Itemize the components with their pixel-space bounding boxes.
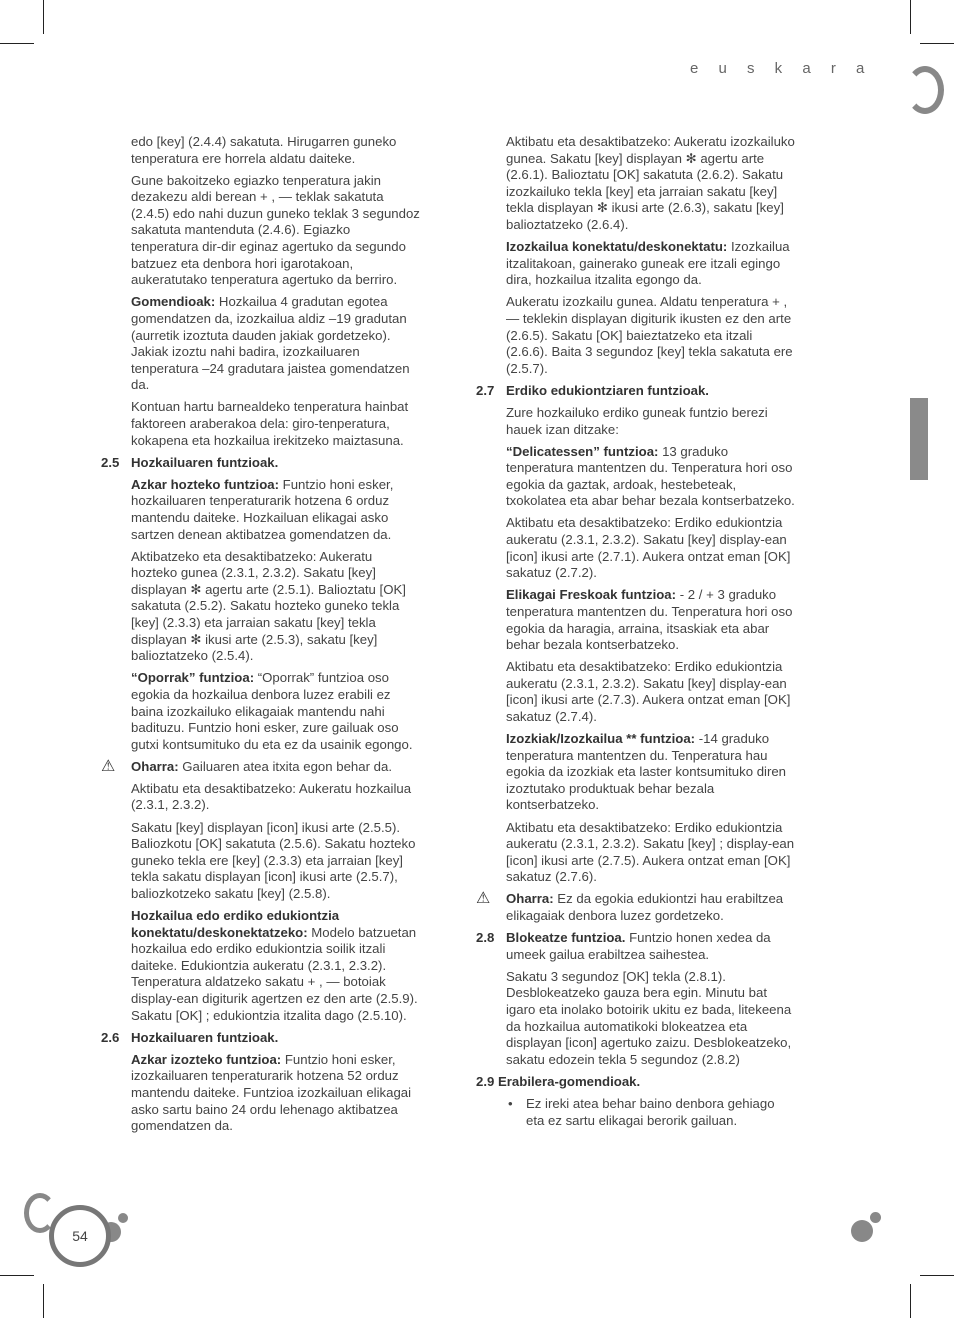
paragraph-text: Izozkailua itzalitakoan, gainerako guneak ere itzali egingo dira, hozkailua itzalita egongo da. [506,239,790,288]
section-number: 2.6 [101,1029,120,1045]
deco-circle-bottom-right [851,1220,873,1242]
paragraph-text: -14 graduko tenperatura mantentzen du. Tenperatura hau egokia da izozkiak eta laster kontsumituko diren izoztutako produktuak behar bezala kontserbatzeko. [506,731,787,813]
section-number: 2.8 [476,930,495,946]
paragraph-connect [131,908,421,1024]
paragraph: Aukeratu izozkailu gunea. Aldatu tenperatura + , — teklekin displayan digiturik ikusten ez den arte (2.6.5). Sakatu [OK] baieztatzeko eta itzali (2.6.6). Baita 3 segundoz [key] tekla sakatuta ere (2.5.7). [506,294,793,376]
warning-text: Ez da egokia edukiontzi hau erabiltzea elikagaiak denbora luzez gordetzeko. [506,891,784,924]
paragraph: Zure hozkailuko erdiko guneak funtzio berezi hauek izan ditzake: [506,404,768,437]
section-heading-2-7 [476,383,796,400]
crop-mark [43,1284,44,1318]
section-heading-2-5 [101,455,421,472]
paragraph: Aktibatu eta desaktibatzeko: Aukeratu hozkailua (2.3.1, 2.3.2). [131,780,412,813]
section-title: Blokeatze funtzioa. [506,930,626,946]
paragraph-text: Hozkailua 4 gradutan egotea gomendatzen da, izozkailua aldiz –19 gradutan (aurretik izoztuta dauden jakiak gordetzeko). Jakiak izoztu nahi badira, izozkailuaren tenperatura –24 gradutara jaistea gomendatzen da. [131,294,410,393]
section-tab [910,398,928,480]
crop-mark [920,1275,954,1276]
paragraph-text: - 2 / + 3 graduko tenperatura mantentzen du. Tenperatura hori oso egokia da haragia, arraina, itsaskiak eta abar behar bezala kontserbatzeko. [506,587,793,653]
paragraph-text: 13 graduko tenperatura mantentzen du. Tenperatura hori oso egokia da gaztak, ardoak, hestebeteak, txokolatea eta abar behar bezala kontserbatzeko. [506,443,795,509]
crop-mark [910,0,911,34]
deco-circle-bottom-right-small [870,1212,881,1223]
paragraph: Aktibatzeko eta desaktibatzeko: Aukeratu hozteko gunea (2.3.1, 2.3.2). Sakatu [key] displayan ✻ agertu arte (2.5.1). Balioztatu [OK] sakatuta (2.5.2). Sakatu hozteko guneko tekla [key] (2.3.3) eta jarraian sakatu [key] tekla displayan ✻ ikusi arte (2.5.3), sakatu [key] balioztatzeko (2.5.4). [131,548,406,664]
paragraph-delicatessen [506,444,796,510]
section-intro: Funtzio honen xedea da umeek gailua erabiltzea saihestea. [506,930,771,962]
list-item [506,1096,796,1129]
crop-mark [910,1284,911,1318]
bold-label: “Delicatessen” funtzioa: [506,443,659,459]
paragraph-fresh-food [506,587,796,653]
warning-text: Gailuaren atea itxita egon behar da. [178,758,392,774]
bold-label: Izozkailua konektatu/deskonektatu: [506,239,728,255]
paragraph: Sakatu 3 segundoz [OK] tekla (2.8.1). Desblokeatzeko gauza bera egin. Minutu bat igaro eta inolako botoirik ukitu ez bada, litekeena da hozkailua automatikoki blokeatzea eta displayan [icon] agertuko zaizu. Desblokeatzeko, sakatu edozein tekla 5 segundoz (2.8.2) [506,968,792,1067]
bold-label: Gomendioak: [131,294,216,310]
warning-icon: ⚠ [101,757,116,775]
paragraph-holiday [131,670,421,753]
deco-circle-top-right [906,66,944,114]
paragraph-text: Funtzio honi esker, hozkailuaren tenperaturarik hotzena 6 orduz mantendu daiteke. Hozkailuan elikagai asko sartzen denean aktibatzea gomendatzen da. [131,476,394,542]
crop-mark [0,1275,34,1276]
bold-label: Azkar izozteko funtzioa: [131,1051,282,1067]
paragraph-text: Funtzio honi esker, izozkailuaren tenperaturarik hotzena 52 orduz mantendu daiteke. Funtzioa izozkailuan elikagai asko sartu baino 24 ordu lehenago aktibatzea gomendatzen da. [131,1051,412,1134]
paragraph-fast-cool [131,477,421,543]
list-item-text: Ez ireki atea behar baino denbora gehiago eta ez sartu elikagai berorik gailuan. [526,1095,775,1128]
section-number: 2.7 [476,382,495,398]
warning-note [476,891,796,924]
bold-label: Elikagai Freskoak funtzioa: [506,587,677,603]
paragraph: Aktibatu eta desaktibatzeko: Erdiko edukiontzia aukeratu (2.3.1, 2.3.2). Sakatu [key] ; display-ean [icon] ikusi arte (2.7.5). Aukera ontzat eman [OK] sakatuz (2.7.6). [506,819,795,885]
paragraph: Aktibatu eta desaktibatzeko: Erdiko edukiontzia aukeratu (2.3.1, 2.3.2). Sakatu [key] display-ean [icon] ikusi arte (2.7.1). Aukera ontzat eman [OK] sakatuz (2.7.2). [506,515,791,581]
section-title: Hozkailuaren funtzioak. [131,1029,279,1045]
language-label: e u s k a r a [690,60,873,77]
paragraph: Kontuan hartu barnealdeko tenperatura hainbat faktoreen araberakoa dela: giro-tenperatura, kokapena eta hozkailua irekitzeko maiztasuna. [131,399,409,448]
bold-label: Azkar hozteko funtzioa: [131,476,279,492]
paragraph-fast-freeze [131,1052,421,1135]
paragraph: Aktibatu eta desaktibatzeko: Erdiko edukiontzia aukeratu (2.3.1, 2.3.2). Sakatu [key] display-ean [icon] ikusi arte (2.7.3). Aukera ontzat eman [OK] sakatuz (2.7.4). [506,659,791,724]
bold-label: Oharra: [506,891,554,907]
left-column [101,134,421,1140]
deco-circle-bottom-left-small [118,1213,128,1223]
paragraph-recommendations [131,294,421,394]
bold-label: Oharra: [131,758,179,774]
paragraph: Gune bakoitzeko egiazko tenperatura jakin dezakezu aldi berean + , — teklak sakatuta (2.4.5) edo nahi duzun guneko teklak 3 segundoz sakatuta mantenduta (2.4.6). Egiazko tenperatura dir-dir eginaz agertuko da segundo batzuez eta denbora hori igarotakoan, aukeratutako tenperatura agertuko da berriro. [131,172,420,288]
section-heading-2-8 [476,930,796,963]
bullet-icon: • [508,1095,513,1111]
paragraph-text: “Oporrak” funtzioa oso egokia da hozkailua denbora luzez erabili ez baina izozkailuko elikagaiak mantendu nahi badituzu. Funtzio honi esker, zure gailuak oso gutxi kontsumituko du eta ez da usainik egongo. [131,670,413,752]
page-number [49,1205,111,1267]
section-heading-2-9: 2.9 Erabilera-gomendioak. [476,1073,641,1089]
bold-label: “Oporrak” funtzioa: [131,670,255,686]
page-number-text: 54 [72,1227,88,1244]
paragraph: edo [key] (2.4.4) sakatuta. Hirugarren guneko tenperatura ere horrela aldatu daiteke. [131,134,397,166]
paragraph: Aktibatu eta desaktibatzeko: Aukeratu izozkailuko gunea. Sakatu [key] displayan ✻ agertu arte (2.6.1). Balioztatu [OK] sakatuta (2.6.2). Sakatu izozkailuko tekla [key] eta jarraian sakatu [key] tekla displayan ✻ ikusi arte (2.6.3), sakatu [key] balioztatzeko (2.6.4). [506,134,795,232]
paragraph-ice-cream [506,731,796,814]
section-number: 2.5 [101,454,120,470]
crop-mark [0,43,34,44]
paragraph-text: Modelo batzuetan hozkailua edo erdiko edukiontzia soilik itzali daiteke. Edukiontzia aukeratu (2.3.1, 2.3.2). Tenperatura aldatzeko sakatu + , — botoiak display-ean digiturik agertzen ez den arte (2.5.9). Sakatu [OK] ; edukiontzia itzalita dago (2.5.10). [131,924,418,1023]
crop-mark [43,0,44,34]
bold-label: Izozkiak/Izozkailua ** funtzioa: [506,731,696,747]
warning-icon: ⚠ [476,890,491,908]
paragraph: Sakatu [key] displayan [icon] ikusi arte (2.5.5). Baliozkotu [OK] sakatuta (2.5.6). Sakatu hozteko guneko tekla ere [key] (2.3.3) eta jarraian [key] tekla sakatu displayan [icon] ikusi arte (2.5.7), baliozkotzeko sakatu [key] (2.5.8). [131,819,416,901]
section-title: Hozkailuaren funtzioak. [131,454,279,470]
paragraph-freezer-connect [506,239,796,289]
section-title: Erdiko edukiontziaren funtzioak. [506,382,709,398]
crop-mark [920,43,954,44]
bold-label: Hozkailua edo erdiko edukiontzia konektatu/deskonektatzeko: [131,908,340,940]
right-column [476,134,796,1135]
warning-note [101,759,421,776]
section-heading-2-6 [101,1030,421,1047]
